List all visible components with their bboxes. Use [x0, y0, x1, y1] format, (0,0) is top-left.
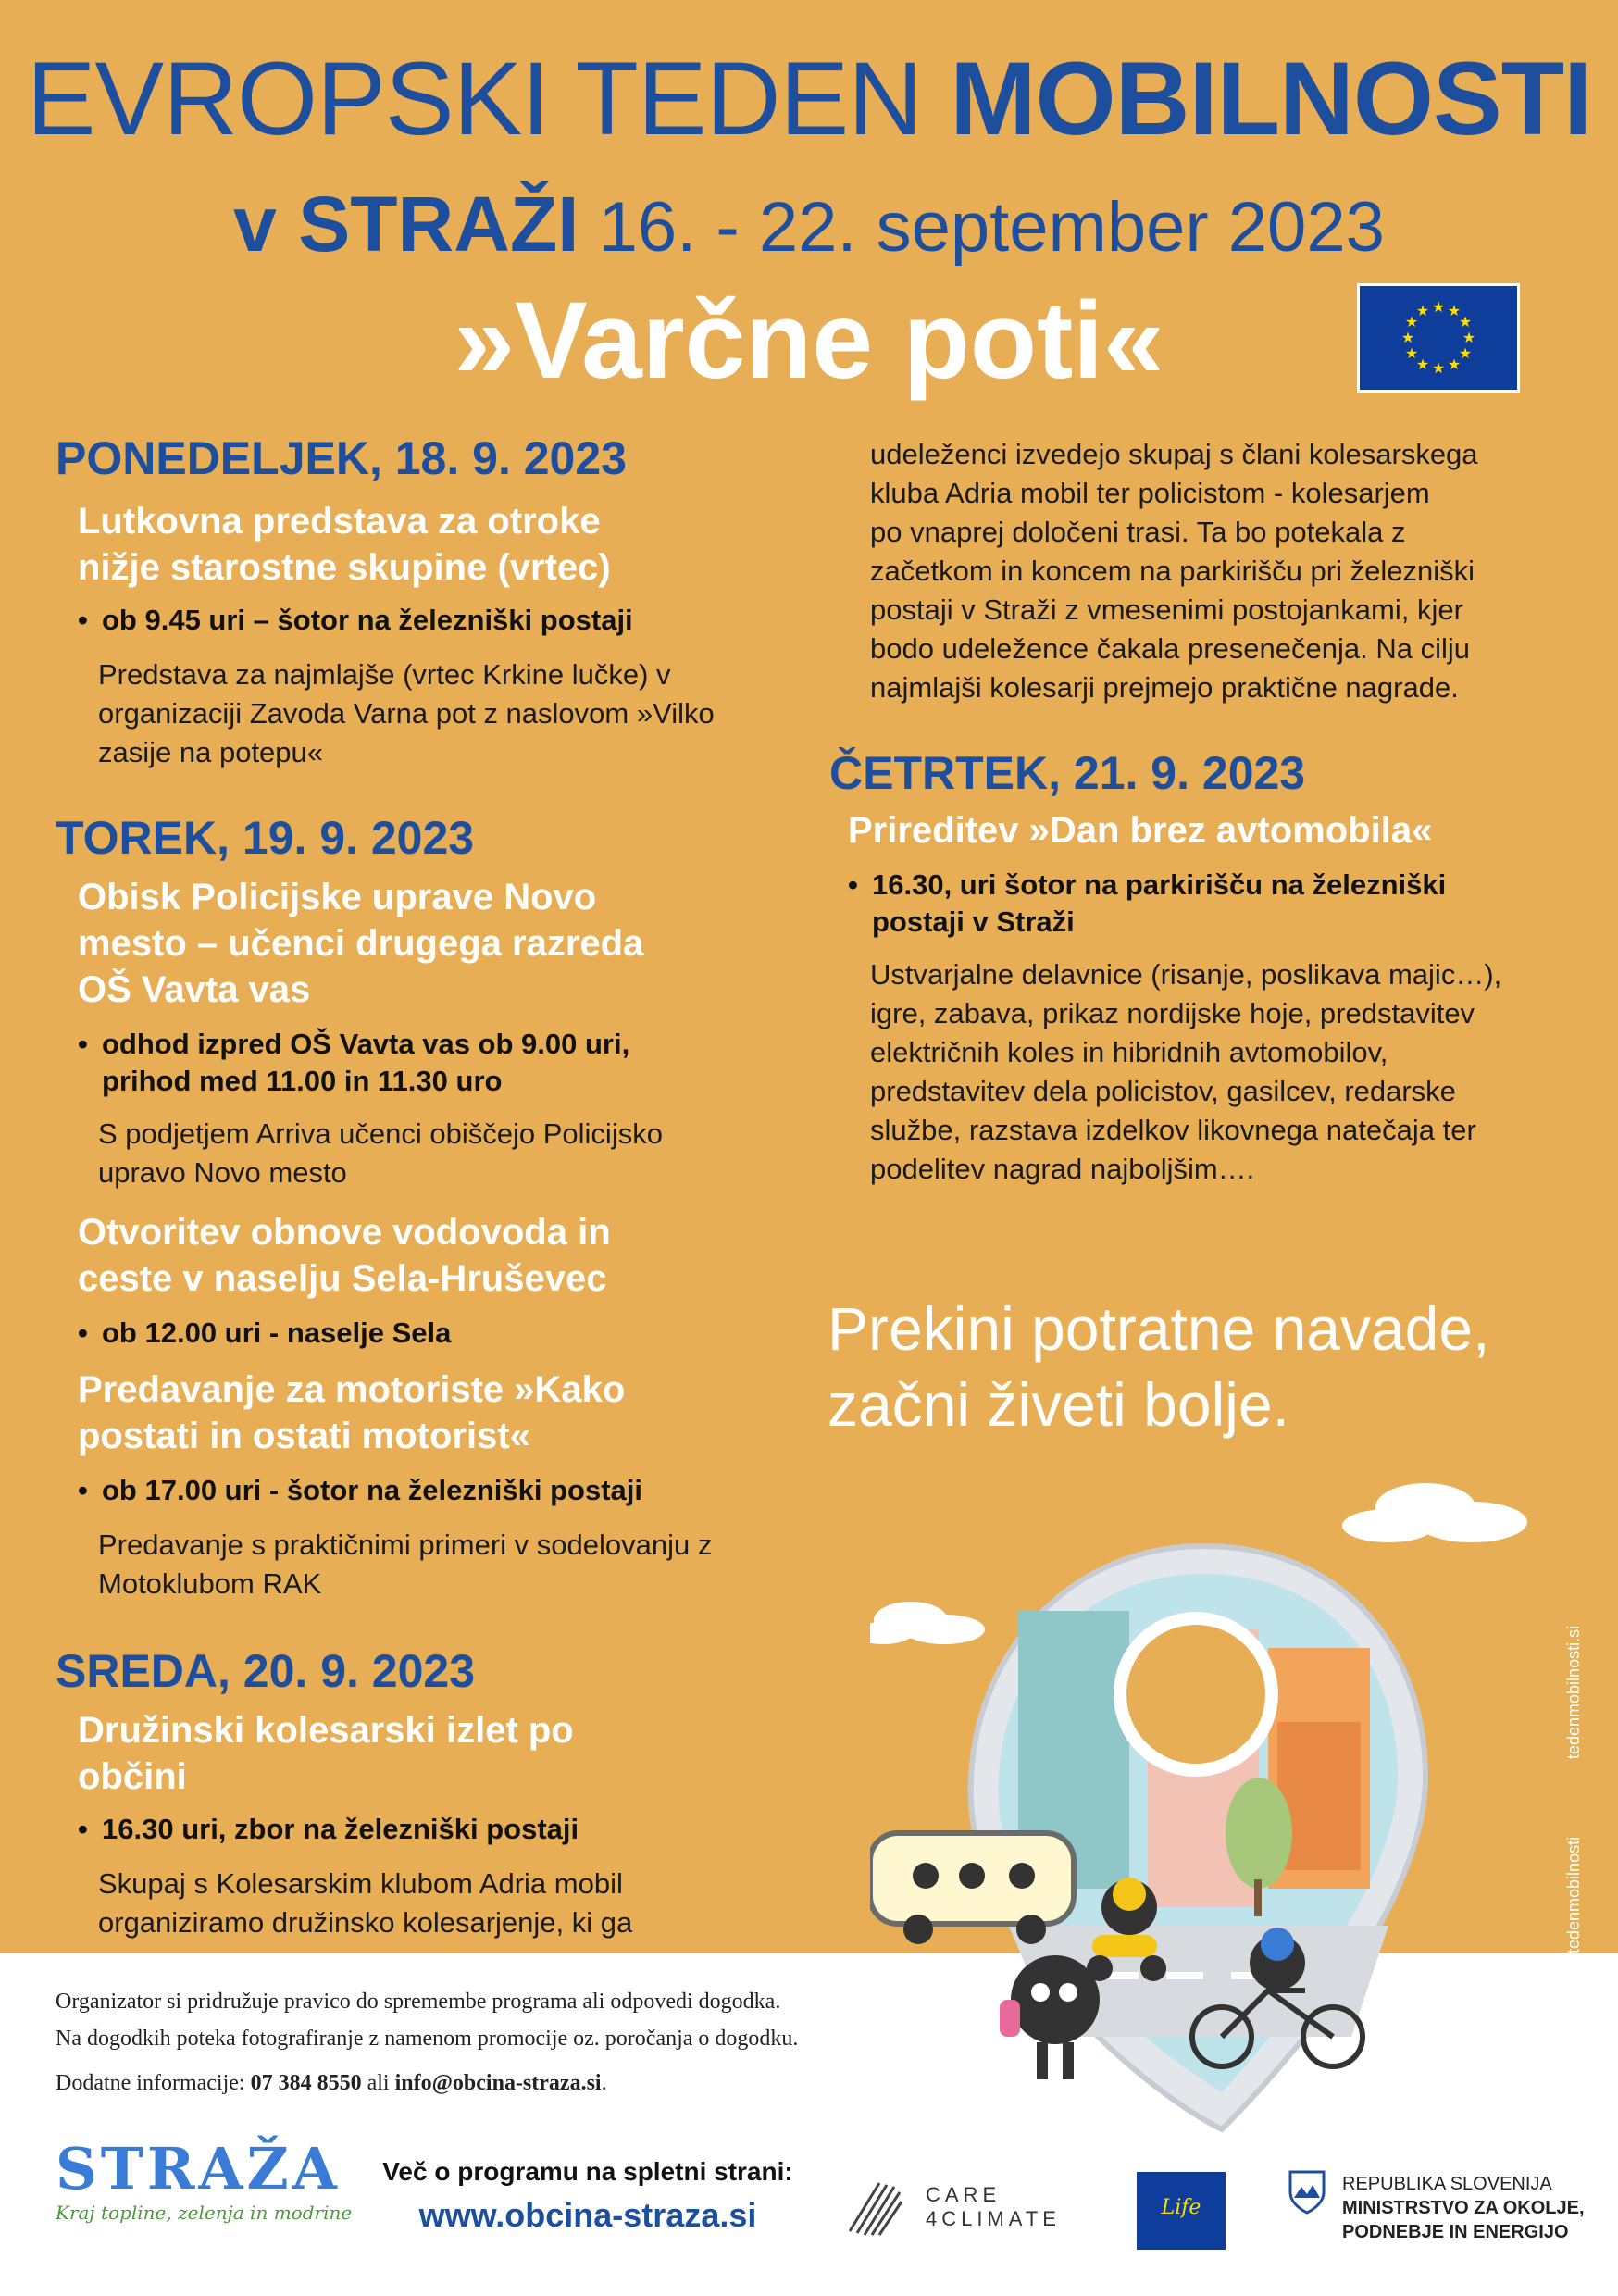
- svg-text:★: ★: [1458, 344, 1473, 362]
- footer-note: Organizator si pridružuje pravico do spremembe programa ali odpovedi dogodka.: [56, 1990, 781, 2014]
- desc-line: postaji v Straži z vmesenimi postojankami, kjer: [870, 593, 1463, 626]
- theme-title: »Varčne poti«: [454, 280, 1164, 402]
- event-title-line: OŠ Vavta vas: [78, 969, 311, 1010]
- svg-text:★: ★: [1447, 302, 1462, 319]
- event-description: [98, 1526, 712, 1603]
- event-description-continued: [870, 435, 1478, 707]
- life-logo-text: Life: [1161, 2196, 1201, 2219]
- desc-line: Motoklubom RAK: [98, 1567, 322, 1600]
- slovenia-coat-of-arms-icon: [1288, 2170, 1326, 2215]
- desc-line: po vnaprej določeni trasi. Ta bo potekala z: [870, 516, 1406, 548]
- event-time-text: ob 12.00 uri - naselje Sela: [102, 1316, 452, 1349]
- event-time: [78, 1811, 579, 1848]
- desc-line: Ustvarjalne delavnice (risanje, poslikava majic…),: [870, 958, 1502, 991]
- subtitle-year: 2023: [1227, 188, 1385, 267]
- svg-text:★: ★: [1458, 313, 1473, 331]
- bullet-icon: •: [848, 868, 858, 901]
- desc-line: upravo Novo mesto: [98, 1156, 347, 1189]
- desc-line: udeleženci izvedejo skupaj s člani kolesarskega: [870, 438, 1478, 470]
- care4climate-text: CARE: [926, 2183, 1002, 2206]
- day-heading-tuesday: TOREK, 19. 9. 2023: [56, 812, 475, 864]
- contact-end: .: [601, 2071, 607, 2095]
- desc-line: Predavanje s praktičnimi primeri v sodelovanju z: [98, 1529, 713, 1561]
- event-description: [98, 655, 715, 772]
- desc-line: zasije na potepu«: [98, 736, 324, 768]
- program-info: [380, 2157, 796, 2235]
- desc-line: organiziramo družinsko kolesarjenje, ki ga: [98, 1906, 633, 1939]
- desc-line: bodo udeležence čakala presenečenja. Na cilju: [870, 632, 1470, 665]
- svg-text:★: ★: [1431, 298, 1446, 316]
- care4climate-icon: [842, 2176, 907, 2240]
- event-description: [98, 1115, 663, 1192]
- title-light: EVROPSKI TEDEN: [26, 41, 951, 156]
- mobility-illustration: [870, 1444, 1537, 2148]
- day-heading-monday: PONEDELJEK, 18. 9. 2023: [56, 432, 627, 484]
- day-heading-thursday: ČETRTEK, 21. 9. 2023: [829, 747, 1306, 799]
- contact-label: Dodatne informacije:: [56, 2071, 251, 2095]
- footer-contact: [56, 2065, 798, 2102]
- event-time-text: prihod med 11.00 in 11.30 uro: [102, 1065, 503, 1097]
- ministry-text: MINISTRSTVO ZA OKOLJE,: [1342, 2198, 1585, 2218]
- life-logo: [1135, 2170, 1227, 2252]
- event-time-text: 16.30, uri šotor na parkirišču na železniški: [872, 868, 1447, 901]
- event-description: [870, 955, 1501, 1189]
- desc-line: kluba Adria mobil ter policistom - kolesarjem: [870, 477, 1430, 509]
- website-link[interactable]: www.obcina-straza.si: [418, 2196, 757, 2234]
- event-time: [78, 1472, 642, 1509]
- subtitle-dates: 16. - 22. september: [598, 188, 1228, 267]
- care4climate-text: 4CLIMATE: [926, 2207, 1061, 2230]
- event-title-line: Obisk Policijske uprave Novo: [78, 877, 597, 917]
- contact-phone[interactable]: 07 384 8550: [250, 2071, 362, 2095]
- event-title: Prireditev »Dan brez avtomobila«: [848, 810, 1433, 851]
- title-bold: MOBILNOSTI: [950, 41, 1592, 156]
- event-description: [98, 1865, 632, 1942]
- desc-line: S podjetjem Arriva učenci obiščejo Policijsko: [98, 1117, 663, 1150]
- event-title-line: Otvoritev obnove vodovoda in: [78, 1212, 611, 1253]
- svg-text:★: ★: [1431, 359, 1446, 377]
- slogan-line: začni živeti bolje.: [828, 1370, 1289, 1439]
- svg-text:★: ★: [1404, 313, 1419, 331]
- day-heading-wednesday: SREDA, 20. 9. 2023: [56, 1645, 476, 1697]
- desc-line: začetkom in koncem na parkirišču pri železniški: [870, 555, 1475, 587]
- desc-line: organizaciji Zavoda Varna pot z naslovom »Vilko: [98, 697, 715, 730]
- event-title-line: postati in ostati motorist«: [78, 1416, 530, 1456]
- ministry-text: PODNEBJE IN ENERGIJO: [1342, 2222, 1569, 2242]
- care4climate-logo: [842, 2176, 1074, 2240]
- bullet-icon: •: [78, 604, 88, 636]
- event-title-line: Predavanje za motoriste »Kako: [78, 1369, 626, 1410]
- event-title: [78, 1209, 611, 1302]
- side-url-bottom: tedenmobilnosti: [1564, 1836, 1583, 1953]
- ministry-logo: [1342, 2172, 1585, 2244]
- svg-text:★: ★: [1400, 329, 1415, 346]
- event-time: [78, 602, 633, 639]
- program-label: Več o programu na spletni strani:: [382, 2157, 793, 2186]
- subtitle-location: v STRAŽI: [233, 181, 579, 268]
- event-title-line: nižje starostne skupine (vrtec): [78, 547, 611, 588]
- subtitle: [0, 180, 1618, 272]
- desc-line: podelitev nagrad najboljšim….: [870, 1153, 1255, 1185]
- contact-separator: ali: [361, 2071, 395, 2095]
- event-time: [78, 1026, 629, 1100]
- eu-flag-icon: [1357, 283, 1520, 393]
- desc-line: električnih koles in hibridnih avtomobilov,: [870, 1036, 1388, 1068]
- event-time: [848, 867, 1446, 941]
- svg-text:★: ★: [1462, 329, 1476, 346]
- svg-text:★: ★: [1415, 356, 1430, 373]
- event-time-text: ob 9.45 uri – šotor na železniški postaji: [102, 604, 633, 636]
- main-title: [0, 39, 1618, 159]
- event-title-line: mesto – učenci drugega razreda: [78, 923, 644, 964]
- straza-logo-wordmark: STRAŽA: [56, 2135, 341, 2202]
- desc-line: predstavitev dela policistov, gasilcev, redarske: [870, 1075, 1456, 1107]
- pedestrian-icon: [1000, 1955, 1100, 2079]
- bus-icon: [870, 1833, 1074, 1944]
- event-title-line: Družinski kolesarski izlet po: [78, 1710, 574, 1751]
- straza-logo: [56, 2137, 352, 2224]
- straza-logo-tagline: Kraj topline, zelenja in modrine: [56, 2202, 353, 2224]
- footer-note: Na dogodkih poteka fotografiranje z namenom promocije oz. poročanja o dogodku.: [56, 2027, 799, 2051]
- event-title-line: občini: [78, 1756, 187, 1797]
- svg-text:★: ★: [1447, 356, 1462, 373]
- bullet-icon: •: [78, 1028, 88, 1060]
- cloud-icon: [1342, 1483, 1527, 1542]
- bullet-icon: •: [78, 1474, 88, 1506]
- desc-line: najmlajši kolesarji prejmejo praktične nagrade.: [870, 671, 1459, 704]
- event-time-text: odhod izpred OŠ Vavta vas ob 9.00 uri,: [102, 1028, 630, 1060]
- event-title: [78, 874, 643, 1013]
- bullet-icon: •: [78, 1316, 88, 1349]
- ministry-text: REPUBLIKA SLOVENIJA: [1342, 2174, 1552, 2194]
- desc-line: Predstava za najmlajše (vrtec Krkine lučke) v: [98, 658, 671, 691]
- desc-line: službe, razstava izdelkov likovnega natečaja ter: [870, 1114, 1476, 1146]
- event-title: [78, 498, 611, 591]
- svg-text:★: ★: [1404, 344, 1419, 362]
- bullet-icon: •: [78, 1813, 88, 1845]
- eu-stars-icon: [1360, 286, 1517, 390]
- event-title-line: ceste v naselju Sela-Hruševec: [78, 1258, 607, 1299]
- event-time: [78, 1315, 451, 1352]
- svg-text:★: ★: [1415, 302, 1430, 319]
- side-url-top: tedenmobilnosti.si: [1564, 1625, 1583, 1759]
- event-time-text: postaji v Straži: [872, 905, 1075, 938]
- event-title: [78, 1707, 574, 1800]
- slogan: [828, 1291, 1489, 1442]
- event-time-text: 16.30 uri, zbor na železniški postaji: [102, 1813, 579, 1845]
- event-title-line: Lutkovna predstava za otroke: [78, 501, 601, 542]
- desc-line: Skupaj s Kolesarskim klubom Adria mobil: [98, 1867, 623, 1900]
- contact-email-link[interactable]: info@obcina-straza.si: [394, 2071, 602, 2095]
- event-title: [78, 1366, 625, 1459]
- footer-notes: [56, 1983, 798, 2102]
- event-time-text: ob 17.00 uri - šotor na železniški postaji: [102, 1474, 642, 1506]
- desc-line: igre, zabava, prikaz nordijske hoje, predstavitev: [870, 997, 1475, 1029]
- slogan-line: Prekini potratne navade,: [828, 1294, 1490, 1363]
- cloud-icon: [870, 1602, 985, 1644]
